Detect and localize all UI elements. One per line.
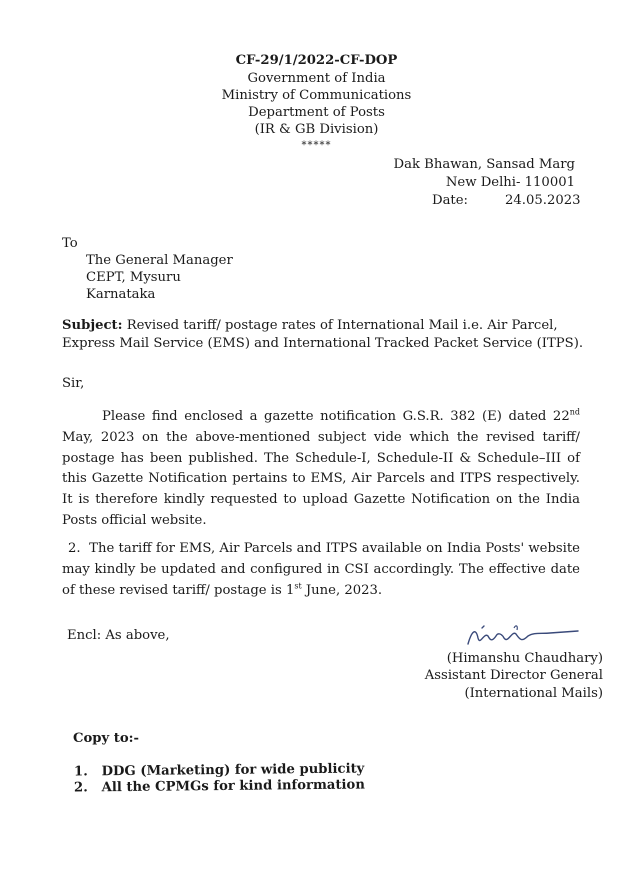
enclosure: Encl: As above, [67,628,170,643]
copy-to-item-2: 2. All the CPMGs for kind information [73,777,365,796]
signatory-designation: Assistant Director General [424,668,603,683]
address-line-1: Dak Bhawan, Sansad Marg [393,157,575,172]
recipient-line-1: The General Manager [86,253,233,268]
subject-text-1: Revised tariff/ postage rates of International Mail i.e. Air Parcel, [126,318,558,333]
signatory-division: (International Mails) [464,686,603,701]
header-line-department: Department of Posts [248,105,385,120]
signature-image [462,622,582,652]
recipient-line-2: CEPT, Mysuru [86,270,181,285]
subject-label: Subject: [62,318,123,333]
header-line-division: (IR & GB Division) [254,122,379,137]
subject-line-1 [62,318,558,333]
file-reference-number: CF-29/1/2022-CF-DOP [235,53,398,68]
date-value: 24.05.2023 [505,193,581,208]
to-label: To [62,236,78,251]
recipient-line-3: Karnataka [86,287,156,302]
header-line-government: Government of India [247,71,386,86]
salutation: Sir, [62,376,85,391]
header-stars: ***** [301,140,332,151]
subject-text-2: Express Mail Service (EMS) and International Tracked Packet Service (ITPS). [62,336,584,351]
body-paragraph-2: 2. The tariff for EMS, Air Parcels and ITPS available on India Posts' website may kindly be updated and configured in CSI accordingly. The effective date of these revised tariff/ postage is 1st June, 2023. [62,541,580,598]
address-line-2: New Delhi- 110001 [445,175,575,190]
body-paragraph-1: Please find enclosed a gazette notification G.S.R. 382 (E) dated 22nd May, 2023 on the above-mentioned subject vide which the revised tariff/ postage has been published. The Schedule-I, Schedule-II & Schedule–III of this Gazette Notification pertains to EMS, Air Parcels and ITPS respectively. It is therefore kindly requested to upload Gazette Notification on the India Posts official website. [62,407,580,528]
copy-to-heading: Copy to:- [73,731,139,746]
date-label: Date: [432,193,468,208]
copy-to-item-1: 1. DDG (Marketing) for wide publicity [73,761,365,780]
signatory-name: (Himanshu Chaudhary) [446,651,603,666]
header-line-ministry: Ministry of Communications [221,88,412,103]
